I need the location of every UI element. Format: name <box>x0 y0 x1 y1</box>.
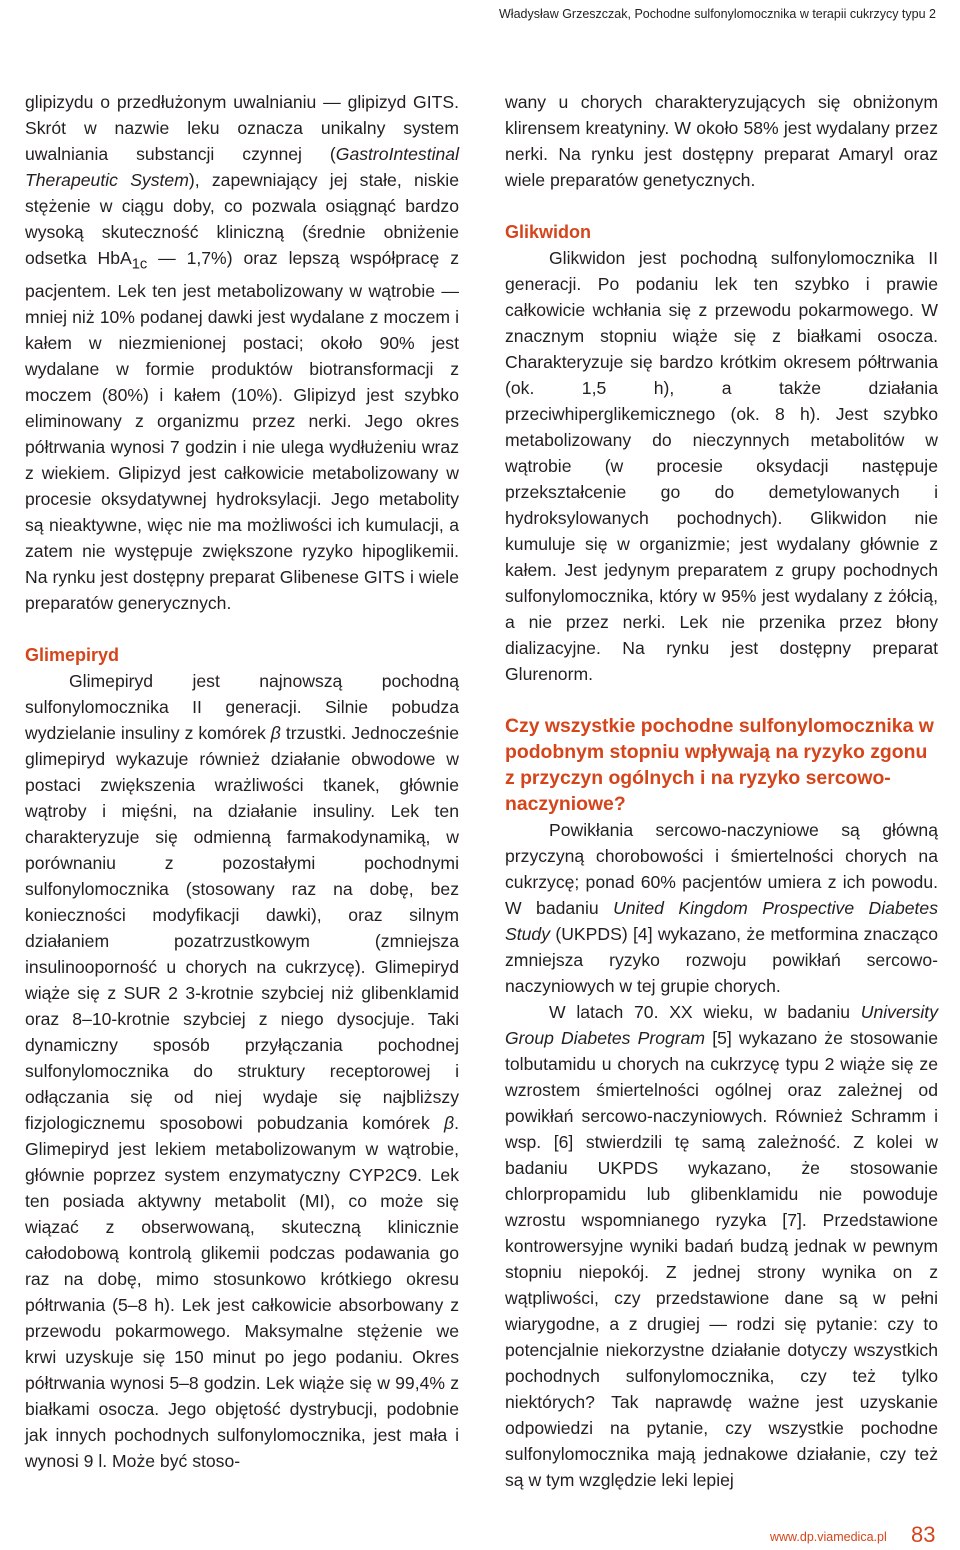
page-number: 83 <box>911 1522 936 1547</box>
section-heading-glimepiryd: Glimepiryd <box>25 644 120 665</box>
footer-website-link[interactable]: www.dp.viamedica.pl <box>770 1530 887 1544</box>
text-run: — 1,7%) oraz lepszą współpracę z pacjentem. Lek ten jest metabolizowany w wątrobie — mniej niż 10% podanej dawki jest wydalane z moczem i kałem w niezmienionej postaci; około 90% jest wydalane w formie produktów biotransformacji z moczem (80%) i kałem (10%). Glipizyd jest szybko eliminowany z organizmu przez nerki. Jego okres półtrwania wynosi 7 godzin i nie ulega wydłużeniu wraz z wiekiem. Glipizyd jest całkowicie metabolizowany w procesie oksydatywnej hydroksylacji. Jego metabolity są nieaktywne, więc nie ma możliwości ich kumulacji, a zatem nie występuje zwiększone ryzyko hipoglikemii. Na rynku jest dostępny preparat Glibenese GITS i wiele preparatów generycznych. <box>25 248 459 613</box>
text-run: Glimepiryd jest najnowszą pochodną sulfonylomocznika II generacji. Silnie pobudza wydzielanie insuliny z komórek <box>25 670 459 743</box>
running-header <box>499 7 936 21</box>
text-run-italic: University Group Diabetes Program <box>505 1002 938 1048</box>
right-column <box>505 89 938 1493</box>
text-run: trzustki. Jednocześnie glimepiryd wykazuje również działanie obwodowe w postaci zwiększenia wrażliwości tkanek, głównie wątroby i mięśni, na działanie insuliny. Lek ten charakteryzuje się odmienną farmakodynamiką, w porównaniu z pozostałymi pochodnymi sulfonylomocznika (stosowany raz na dobę, bez konieczności modyfikacji dawki), oraz silnym działaniem pozatrzustkowym (zmniejsza insulinooporność u chorych na cukrzycę). Glimepiryd wiąże się z SUR 2 3-krotnie szybciej niż glibenklamid oraz 8–10-krotnie szybciej z niego dysocjuje. Taki dynamiczny sposób przyłączania pochodnej sulfonylomocznika do struktury receptorowej i odłączania się od niej wydaje się najbliższy fizjologicznemu sposobowi pobudzania komórek <box>25 722 459 1133</box>
greek-beta: β <box>270 722 281 743</box>
text-run: Powikłania sercowo-naczyniowe są główną przyczyną chorobowości i śmiertelności chorych na cukrzycę; ponad 60% pacjentów umiera z ich powodu. W badaniu <box>505 820 938 918</box>
paragraph-glimepiryd <box>25 668 459 1474</box>
paragraph-ugdp <box>505 999 938 1493</box>
left-column <box>25 89 459 1474</box>
subscript: 1c <box>131 256 148 273</box>
text-run: . Glimepiryd jest lekiem metabolizowanym w wątrobie, głównie poprzez system enzymatyczny CYP2C9. Lek ten posiada aktywny metabolit (MI), co może się wiązać z obserwowaną, skuteczną klinicznie całodobową kontrolą glikemii podczas podawania go raz na dobę, mimo stosunkowo krótkiego okresu półtrwania (5–8 h). Lek jest całkowicie absorbowany z przewodu pokarmowego. Maksymalne stężenie we krwi uzyskuje się 150 minut po jego podaniu. Okres półtrwania wynosi 5–8 godzin. Lek wiąże się w 99,4% z białkami osocza. Jego objętość dystrybucji, podobnie jak innych pochodnych sulfonylomocznika, jest mała i wynosi 9 l. Może być stoso- <box>25 1112 459 1471</box>
section-heading-question: Czy wszystkie pochodne sulfonylomocznika w podobnym stopniu wpływają na ryzyko zgonu z przyczyn ogólnych i na ryzyko sercowo-naczyniowe? <box>505 715 934 815</box>
greek-beta: β <box>444 1112 455 1133</box>
paragraph-glikwidon: Glikwidon jest pochodną sulfonylomocznika II generacji. Po podaniu lek ten szybko i prawie całkowicie wchłania się z przewodu pokarmowego. W znacznym stopniu wiąże się z białkami osocza. Charakteryzuje się bardzo krótkim okresem półtrwania (ok. 1,5 h), a także działania przeciwhiperglikemicznego (ok. 8 h). Jest szybko metabolizowany do nieczynnych metabolitów w wątrobie (w procesie oksydacji następuje przekształcenie go do demetylowanych i hydroksylowanych pochodnych). Glikwidon nie kumuluje się w organizmie; jest wydalany głównie z kałem. Jest jedynym preparatem z grupy pochodnych sulfonylomocznika, który w 95% jest wydalany z żółcią, a nie przez nerki. Lek nie przenika przez błony dializacyjne. Na rynku jest dostępny preparat Glurenorm. <box>505 248 938 684</box>
paragraph-cardiovascular <box>505 817 938 999</box>
text-run-italic: United Kingdom Prospective Diabetes Study <box>505 898 939 944</box>
text-run: glipizydu o przedłużonym uwalnianiu — glipizyd GITS. Skrót w nazwie leku oznacza unikalny system uwalniania substancji czynnej ( <box>25 92 459 164</box>
paragraph-glimepiryd-continued: wany u chorych charakteryzujących się obniżonym klirensem kreatyniny. W około 58% jest wydalany przez nerki. Na rynku jest dostępny preparat Amaryl oraz wiele preparatów genetycznych. <box>505 92 938 190</box>
text-run: (UKPDS) [4] wykazano, że metformina znacząco zmniejsza ryzyko rozwoju powikłań sercowo-naczyniowych w tej grupie chorych. <box>505 924 938 996</box>
header-author: Władysław Grzeszczak, <box>499 7 635 21</box>
header-article-title: Pochodne sulfonylomocznika w terapii cukrzycy typu 2 <box>634 7 936 21</box>
section-heading-glikwidon: Glikwidon <box>505 222 592 242</box>
text-run: ), zapewniający jej stałe, niskie stężenie w ciągu doby, co pozwala osiągnąć bardzo wysoką skuteczność kliniczną (średnie obniżenie odsetka HbA <box>25 170 459 268</box>
text-run: W latach 70. XX wieku, w badaniu <box>549 1002 861 1022</box>
text-run: [5] wykazano że stosowanie tolbutamidu u chorych na cukrzycę typu 2 wiąże się ze wzrostem śmiertelności ogólnej oraz zależnej od powikłań sercowo-naczyniowych. Również Schramm i wsp. [6] stwierdzili tę samą zależność. Z kolei w badaniu UKPDS wykazano, że stosowanie chlorpropamidu lub glibenklamidu nie powoduje wzrostu wspomnianego ryzyka [7]. Przedstawione kontrowersyjne wyniki badań budzą jednak w pewnym stopniu niepokój. Z jednej strony wynika on z wątpliwości, czy przedstawione dane są w pełni wiarygodne, a z drugiej — rodzi się pytanie: czy to potencjalnie niekorzystne działanie dotyczy wszystkich pochodnych sulfonylomocznika, czy też tylko niektórych? Tak naprawdę ważne jest uzyskanie odpowiedzi na pytanie, czy wszystkie pochodne sulfonylomocznika mają jednakowe działanie, czy też są w tym względzie leki lepiej <box>505 1028 939 1490</box>
paragraph-glipizyd-gits <box>25 89 459 616</box>
text-run-italic: GastroIntestinal Therapeutic System <box>25 144 459 190</box>
